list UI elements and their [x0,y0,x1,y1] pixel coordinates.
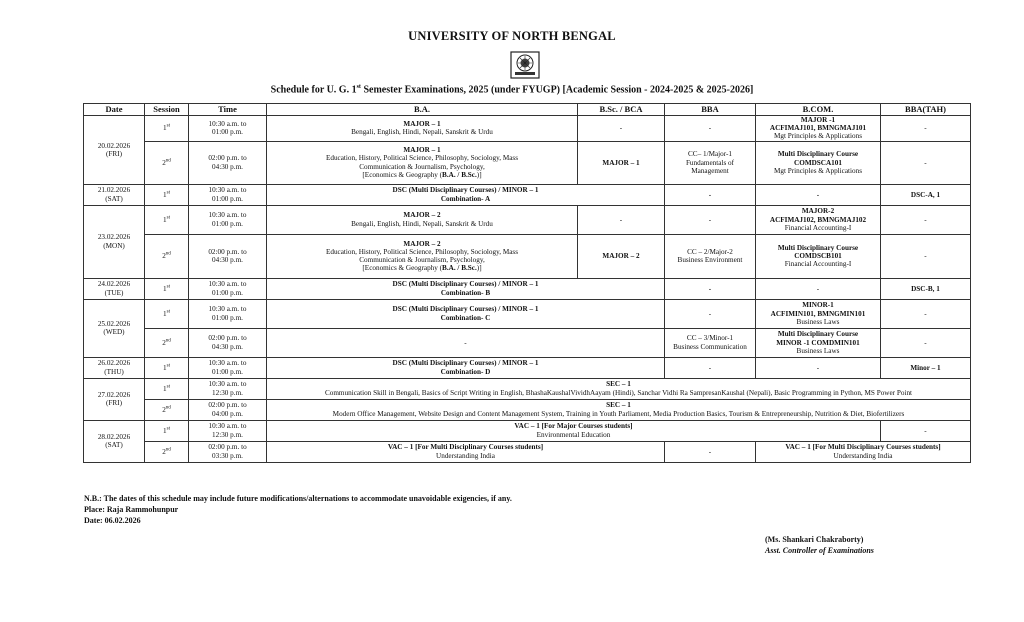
col-bba-tah: BBA(TAH) [881,104,971,116]
table-row [84,441,971,462]
table-row [84,378,971,399]
university-name: UNIVERSITY OF NORTH BENGAL [408,29,616,43]
signatory-name: (Ms. Shankari Chakraborty) [765,535,864,544]
bba-cell: - [665,299,756,328]
session-cell: 1st [145,357,189,378]
session-cell: 2nd [145,399,189,420]
ba-cell: DSC (Multi Disciplinary Courses) / MINOR – 1 Combination- B [267,278,665,299]
ba-cell: MAJOR – 2 Education, History, Political Science, Philosophy, Sociology, Mass Communication & Journalism, Psychology, [Economics & Geography (B.A. / B.Sc.)] [267,234,578,278]
table-row [84,234,971,278]
table-row [84,116,971,142]
note: N.B.: The dates of this schedule may include future modifications/alternations to accommodate unavoidable exigencies, if any. [84,494,512,503]
ba-cell: MAJOR – 2 Bengali, English, Hindi, Nepali, Sanskrit & Urdu [267,205,578,234]
session-cell: 1st [145,184,189,205]
bsc-cell: - [578,205,665,234]
bba-tah-cell: DSC-A, 1 [881,184,971,205]
session-cell: 2nd [145,141,189,184]
vac-cell: VAC – 1 [For Multi Disciplinary Courses students] Understanding India [267,441,665,462]
bsc-cell: MAJOR – 1 [578,141,665,184]
bba-cell: CC– 1/Major-1 Fundamentals of Management [665,141,756,184]
time-cell: 02:00 p.m. to 04:30 p.m. [189,234,267,278]
bba-tah-cell: - [881,234,971,278]
ba-cell: DSC (Multi Disciplinary Courses) / MINOR – 1 Combination- A [267,184,665,205]
bcom-cell: Multi Disciplinary Course MINOR -1 COMDMIN101 Business Laws [756,328,881,357]
signatory-designation: Asst. Controller of Examinations [765,546,874,555]
bba-cell: - [665,278,756,299]
bba-tah-cell: DSC-B, 1 [881,278,971,299]
bcom-cell: MAJOR-2 ACFIMAJ102, BMNGMAJ102 Financial Accounting-I [756,205,881,234]
bba-cell: CC – 3/Minor-1 Business Communication [665,328,756,357]
session-cell: 1st [145,299,189,328]
exam-schedule-table [83,103,971,463]
time-cell: 10:30 a.m. to 12:30 p.m. [189,420,267,441]
table-header-row [84,104,971,116]
table-row [84,357,971,378]
table-row [84,141,971,184]
time-cell: 02:00 p.m. to 04:30 p.m. [189,328,267,357]
bcom-cell: MAJOR -1 ACFIMAJ101, BMNGMAJ101 Mgt Principles & Applications [756,116,881,142]
table-row [84,299,971,328]
session-cell: 1st [145,378,189,399]
col-bba: BBA [665,104,756,116]
col-bcom: B.COM. [756,104,881,116]
time-cell: 10:30 a.m. to 01:00 p.m. [189,184,267,205]
ba-cell: DSC (Multi Disciplinary Courses) / MINOR – 1 Combination- C [267,299,665,328]
bba-cell: - [665,184,756,205]
bcom-cell: - [756,184,881,205]
session-cell: 1st [145,420,189,441]
table-row [84,328,971,357]
table-row [84,205,971,234]
place: Place: Raja Rammohunpur [84,505,179,514]
time-cell: 10:30 a.m. to 01:00 p.m. [189,357,267,378]
table-row [84,184,971,205]
ba-cell: DSC (Multi Disciplinary Courses) / MINOR – 1 Combination- D [267,357,665,378]
col-date: Date [84,104,145,116]
bcom-cell: - [756,278,881,299]
bba-cell: CC – 2/Major-2 Business Environment [665,234,756,278]
vac-cell: VAC – 1 [For Multi Disciplinary Courses students] Understanding India [756,441,971,462]
bcom-cell: - [756,357,881,378]
time-cell: 02:00 p.m. to 03:30 p.m. [189,441,267,462]
date-cell: 26.02.2026 (THU) [84,357,145,378]
bba-tah-cell: - [881,420,971,441]
sec-cell: SEC – 1 Communication Skill in Bengali, Basics of Script Writing in English, BhashaKaushalVividhAayam (Hindi), Sanchar Vidhi Ra SampresanKaushal (Nepali), Basic Programming in Python, MS Power Point [267,378,971,399]
date-cell: 21.02.2026 (SAT) [84,184,145,205]
bba-tah-cell: Minor – 1 [881,357,971,378]
bba-cell: - [665,205,756,234]
time-cell: 10:30 a.m. to 01:00 p.m. [189,278,267,299]
date-cell: 20.02.2026 (FRI) [84,116,145,185]
date-cell: 23.02.2026 (MON) [84,205,145,278]
col-session: Session [145,104,189,116]
session-cell: 1st [145,116,189,142]
bba-tah-cell: - [881,141,971,184]
table-row [84,399,971,420]
bba-tah-cell: - [881,205,971,234]
session-cell: 2nd [145,234,189,278]
bba-cell: - [665,116,756,142]
col-bsc-bca: B.Sc. / BCA [578,104,665,116]
bsc-cell: MAJOR – 2 [578,234,665,278]
time-cell: 02:00 p.m. to 04:30 p.m. [189,141,267,184]
col-time: Time [189,104,267,116]
session-cell: 2nd [145,328,189,357]
time-cell: 10:30 a.m. to 01:00 p.m. [189,205,267,234]
ba-cell: MAJOR – 1 Education, History, Political Science, Philosophy, Sociology, Mass Communication & Journalism, Psychology, [Economics & Geography (B.A. / B.Sc.)] [267,141,578,184]
ba-cell: - [267,328,665,357]
time-cell: 10:30 a.m. to 01:00 p.m. [189,116,267,142]
session-cell: 2nd [145,441,189,462]
table-row [84,420,971,441]
date-cell: 24.02.2026 (TUE) [84,278,145,299]
time-cell: 10:30 a.m. to 01:00 p.m. [189,299,267,328]
date-cell: 27.02.2026 (FRI) [84,378,145,420]
col-ba: B.A. [267,104,578,116]
bba-tah-cell: - [881,116,971,142]
table-row [84,278,971,299]
bba-tah-cell: - [881,299,971,328]
session-cell: 1st [145,205,189,234]
ba-cell: MAJOR – 1 Bengali, English, Hindi, Nepali, Sanskrit & Urdu [267,116,578,142]
time-cell: 02:00 p.m. to 04:00 p.m. [189,399,267,420]
date-cell: 28.02.2026 (SAT) [84,420,145,462]
date: Date: 06.02.2026 [84,516,141,525]
time-cell: 10:30 a.m. to 12:30 p.m. [189,378,267,399]
bba-cell: - [665,441,756,462]
bcom-cell: MINOR-1 ACFIMIN101, BMNGMIN101 Business Laws [756,299,881,328]
vac-cell: VAC – 1 [For Major Courses students] Environmental Education [267,420,881,441]
sec-cell: SEC – 1 Modern Office Management, Website Design and Content Management System, Training in Youth Parliament, Media Production Basics, Tourism & Entrepreneurship, Nutrition & Diet, Biofertilizers [267,399,971,420]
date-cell: 25.02.2026 (WED) [84,299,145,357]
schedule-title: Schedule for U. G. 1st Semester Examinations, 2025 (under FYUGP) [Academic Session - 2024-2025 & 2025-2026] [270,84,754,96]
university-seal-icon [509,50,541,80]
bcom-cell: Multi Disciplinary Course COMDSCB101 Financial Accounting-I [756,234,881,278]
bcom-cell: Multi Disciplinary Course COMDSCA101 Mgt Principles & Applications [756,141,881,184]
bsc-cell: - [578,116,665,142]
bba-cell: - [665,357,756,378]
session-cell: 1st [145,278,189,299]
bba-tah-cell: - [881,328,971,357]
